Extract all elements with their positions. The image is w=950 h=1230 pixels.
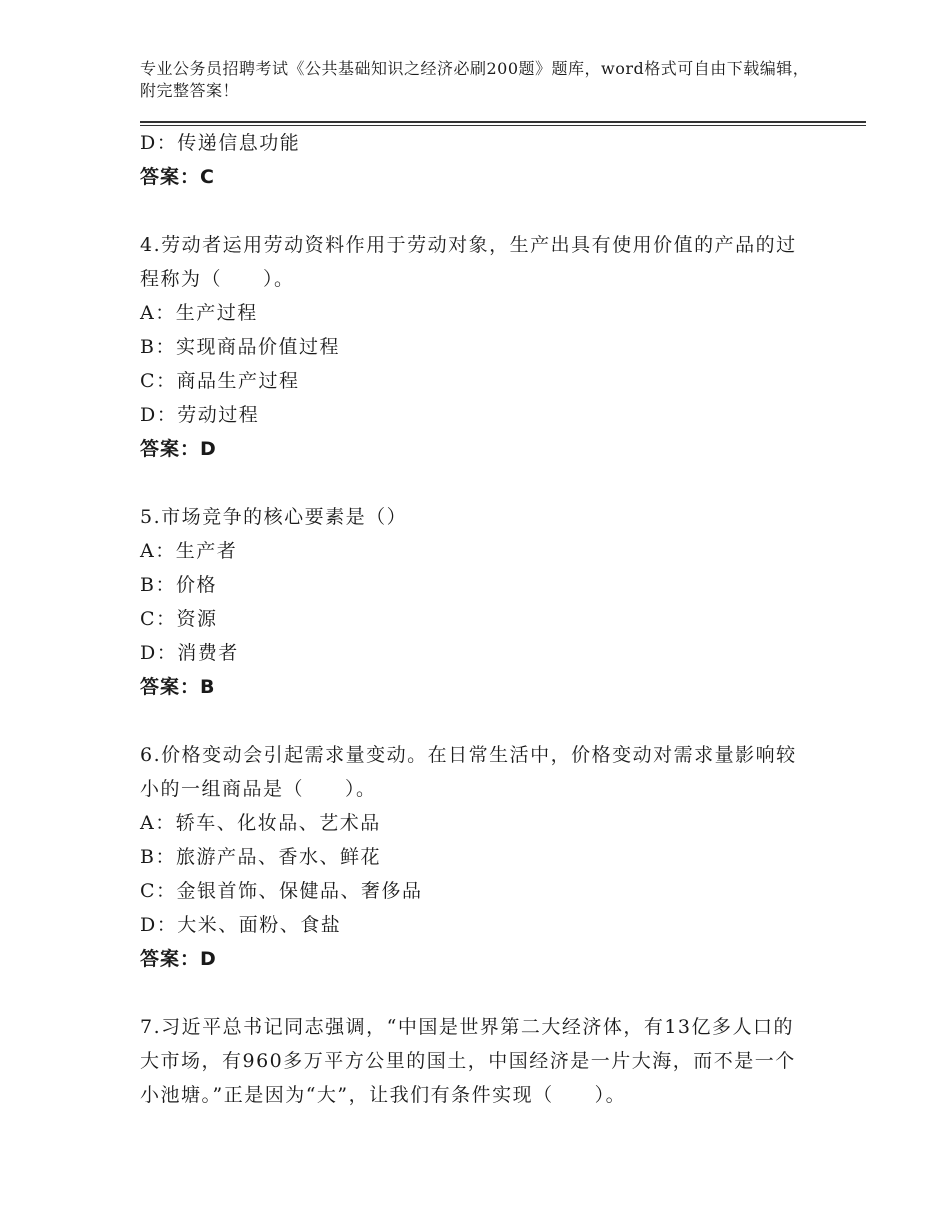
page-header: 专业公务员招聘考试《公共基础知识之经济必刷200题》题库，word格式可自由下载编辑，附完整答案！ [140, 59, 810, 100]
option-a: A：生产过程 [140, 302, 258, 324]
question-4 [140, 228, 820, 466]
header-rule-thick [140, 121, 866, 123]
question-stem: 7.习近平总书记同志强调，“中国是世界第二大经济体，有13亿多人口的大市场，有960多万平方公里的国土，中国经济是一片大海，而不是一个小池塘。”正是因为“大”，让我们有条件实现（ ）。 [140, 1016, 796, 1106]
option-b: B：旅游产品、香水、鲜花 [140, 846, 381, 868]
spacer [140, 194, 820, 228]
question-7 [140, 1010, 820, 1112]
answer-line: 答案：D [140, 438, 217, 460]
question-stem: 4.劳动者运用劳动资料作用于劳动对象，生产出具有使用价值的产品的过程称为（ ）。 [140, 234, 797, 290]
option-d: D：大米、面粉、食盐 [140, 914, 342, 936]
option-b: B：价格 [140, 574, 217, 596]
option-d: D：劳动过程 [140, 404, 260, 426]
spacer [140, 466, 820, 500]
spacer [140, 976, 820, 1010]
question-5 [140, 500, 820, 704]
question-6 [140, 738, 820, 976]
option-d: D：传递信息功能 [140, 132, 301, 154]
option-c: C：商品生产过程 [140, 370, 300, 392]
option-a: A：轿车、化妆品、艺术品 [140, 812, 381, 834]
answer-line: 答案：B [140, 676, 216, 698]
spacer [140, 704, 820, 738]
question-stem: 5.市场竞争的核心要素是（） [140, 506, 408, 528]
option-c: C：资源 [140, 608, 218, 630]
option-b: B：实现商品价值过程 [140, 336, 340, 358]
answer-line: 答案：D [140, 948, 217, 970]
question-list [140, 126, 820, 1112]
option-a: A：生产者 [140, 540, 238, 562]
question-stem: 6.价格变动会引起需求量变动。在日常生活中，价格变动对需求量影响较小的一组商品是（ ）。 [140, 744, 797, 800]
answer-line: 答案：C [140, 166, 215, 188]
option-c: C：金银首饰、保健品、奢侈品 [140, 880, 423, 902]
option-d: D：消费者 [140, 642, 239, 664]
